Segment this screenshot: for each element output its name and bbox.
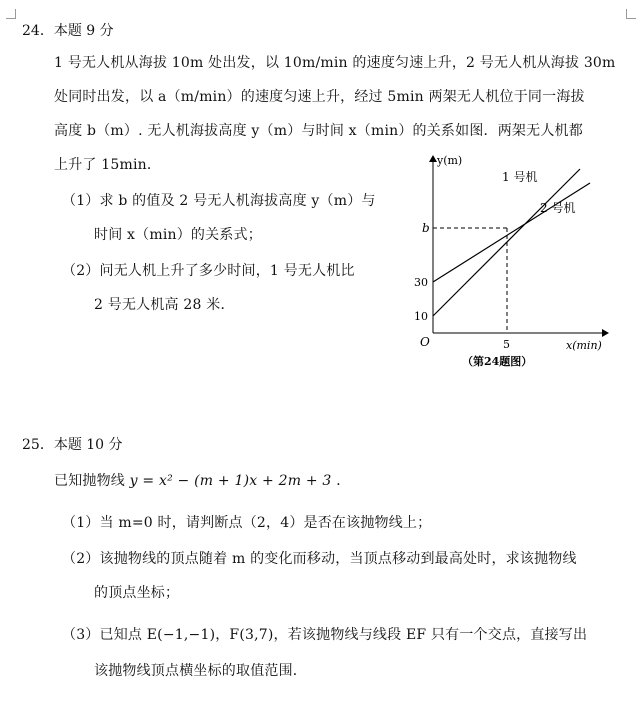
q25-intro	[54, 470, 350, 490]
q25-part2-line-1: （2）该抛物线的顶点随着 m 的变化而移动，当顶点移动到最高处时，求该抛物线	[62, 551, 577, 567]
q24-text-line-4: 上升了 15min．	[54, 157, 162, 173]
figure-line-1-label: 1 号机	[502, 170, 538, 184]
page-corner-mark-right	[626, 9, 636, 19]
q24-heading: 24．本题 9 分	[22, 23, 114, 39]
figure-x-axis-arrow	[602, 329, 609, 337]
q24-part2-line-2: 2 号无人机高 28 米．	[94, 297, 235, 313]
q24-text-line-1: 1 号无人机从海拔 10m 处出发，以 10m/min 的速度匀速上升，2 号无人机从海拔 30m	[54, 55, 616, 71]
q25-part3-line-2: 该抛物线顶点横坐标的取值范围．	[94, 663, 307, 679]
q24-part1-line-2: 时间 x（min）的关系式；	[94, 227, 262, 243]
figure-line-drone-2	[433, 183, 590, 282]
q24-text-line-3: 高度 b（m）. 无人机海拔高度 y（m）与时间 x（min）的关系如图．两架无人机都	[54, 123, 583, 139]
q24-part1-line-1: （1）求 b 的值及 2 号无人机海拔高度 y（m）与	[62, 193, 376, 209]
q24-part2-line-1: （2）问无人机上升了多少时间，1 号无人机比	[62, 263, 355, 279]
q25-heading: 25．本题 10 分	[22, 437, 123, 453]
figure-tick-10: 10	[414, 310, 428, 323]
q25-part1: （1）当 m=0 时，请判断点（2，4）是否在该抛物线上；	[62, 515, 432, 531]
figure-line-2-label: 2 号机	[540, 201, 576, 215]
q24-text-line-2: 处同时出发，以 a（m/min）的速度匀速上升，经过 5min 两架无人机位于同一海拔	[54, 89, 585, 105]
q24-figure	[410, 148, 620, 373]
figure-origin-label: O	[420, 335, 430, 349]
q25-parabola-formula: y = x² − (m + 1)x + 2m + 3	[129, 473, 332, 489]
q25-intro-prefix: 已知抛物线	[54, 473, 125, 489]
figure-caption: （第24题图）	[462, 355, 533, 368]
page-corner-mark-left	[6, 9, 16, 19]
q25-part2-line-2: 的顶点坐标；	[94, 585, 180, 601]
q25-intro-suffix: ．	[336, 473, 351, 489]
figure-tick-5: 5	[503, 338, 510, 351]
figure-y-axis-arrow	[429, 155, 437, 162]
figure-x-axis-label: x(min)	[566, 339, 602, 352]
figure-y-axis-label: y(m)	[437, 154, 463, 167]
figure-tick-b: b	[422, 221, 430, 235]
q25-part3-line-1: （3）已知点 E(−1,−1)，F(3,7)，若该抛物线与线段 EF 只有一个交点，直接写出	[62, 627, 588, 643]
figure-tick-30: 30	[414, 276, 428, 289]
